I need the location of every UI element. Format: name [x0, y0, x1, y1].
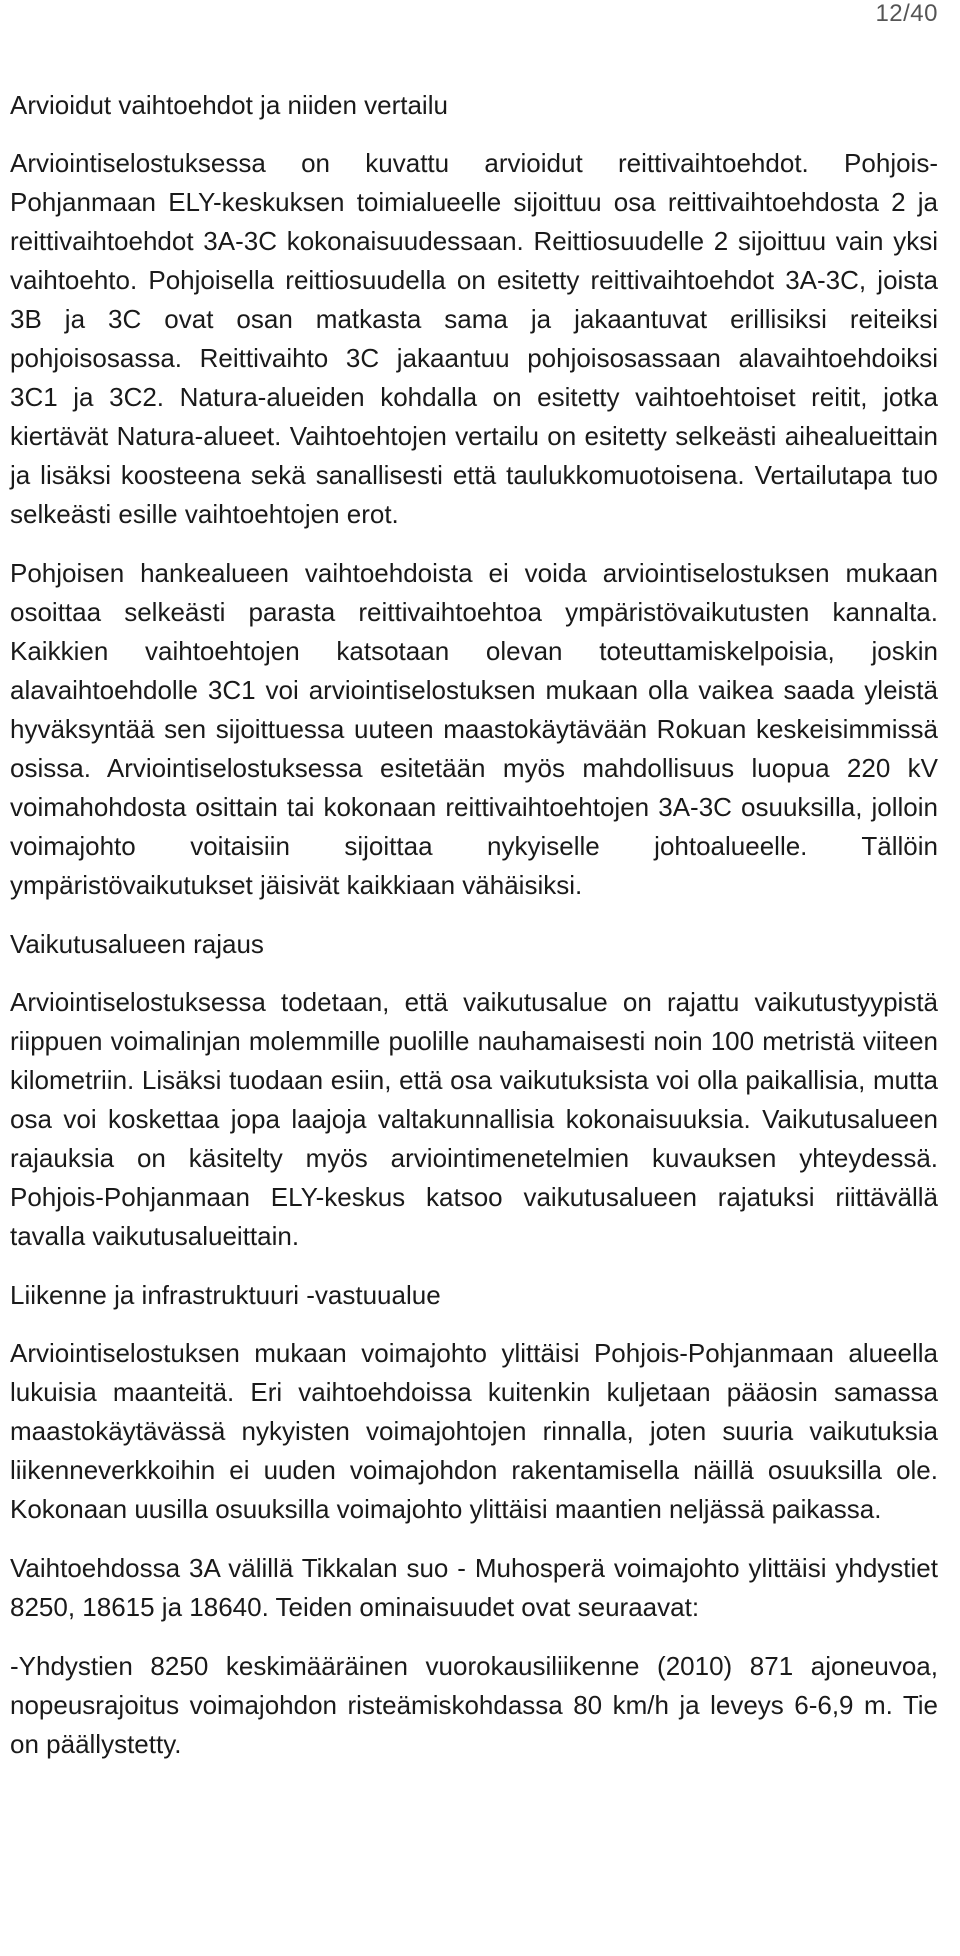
paragraph: Vaihtoehdossa 3A välillä Tikkalan suo - Muhosperä voimajohto ylittäisi yhdystiet 8250, 18615 ja 18640. Teiden ominaisuudet ovat seuraavat:: [10, 1553, 938, 1622]
section-heading-alternatives: Arvioidut vaihtoehdot ja niiden vertailu: [10, 90, 448, 120]
section-heading-impact-area: Vaikutusalueen rajaus: [10, 929, 264, 959]
paragraph: Arviointiselostuksessa todetaan, että vaikutusalue on rajattu vaikutustyypistä riippuen voimalinjan molemmille puolille nauhamaisesti noin 100 metristä viiteen kilometriin. Lisäksi tuodaan esiin, että osa vaikutuksista voi olla paikallisia, mutta osa voi koskettaa jopa laajoja valtakunnallisia kokonaisuuksia. Vaikutusalueen rajauksia on käsitelty myös arviointimenetelmien kuvauksen yhteydessä. Pohjois-Pohjanmaan ELY-keskus katsoo vaikutusalueen rajatuksi riittävällä tavalla vaikutusalueittain.: [10, 987, 938, 1251]
paragraph: Arviointiselostuksen mukaan voimajohto ylittäisi Pohjois-Pohjanmaan alueella lukuisia maanteitä. Eri vaihtoehdoissa kuitenkin kuljetaan pääosin samassa maastokäytävässä nykyisten voimajohtojen rinnalla, joten suuria vaikutuksia liikenneverkkoihin ei uuden voimajohdon rakentamisella näillä osuuksilla ole. Kokonaan uusilla osuuksilla voimajohto ylittäisi maantien neljässä paikassa.: [10, 1338, 938, 1524]
paragraph: -Yhdystien 8250 keskimääräinen vuorokausiliikenne (2010) 871 ajoneuvoa, nopeusrajoitus voimajohdon risteämiskohdassa 80 km/h ja leveys 6-6,9 m. Tie on päällystetty.: [10, 1651, 938, 1759]
paragraph: Arviointiselostuksessa on kuvattu arvioidut reittivaihtoehdot. Pohjois-Pohjanmaan ELY-keskuksen toimialueelle sijoittuu osa reittivaihtoehdosta 2 ja reittivaihtoehdot 3A-3C kokonaisuudessaan. Reittiosuudelle 2 sijoittuu vain yksi vaihtoehto. Pohjoisella reittiosuudella on esitetty reittivaihtoehdot 3A-3C, joista 3B ja 3C ovat osan matkasta sama ja jakaantuvat erillisiksi reiteiksi pohjoisosassa. Reittivaihto 3C jakaantuu pohjoisosassaan alavaihtoehdoiksi 3C1 ja 3C2. Natura-alueiden kohdalla on esitetty vaihtoehtoiset reitit, jotka kiertävät Natura-alueet. Vaihtoehtojen vertailu on esitetty selkeästi aihealueittain ja lisäksi koosteena sekä sanallisesti että taulukkomuotoisena. Vertailutapa tuo selkeästi esille vaihtoehtojen erot.: [10, 148, 938, 529]
section-heading-traffic-infrastructure: Liikenne ja infrastruktuuri -vastuualue: [10, 1280, 441, 1310]
document-body: [10, 86, 938, 1784]
paragraph: Pohjoisen hankealueen vaihtoehdoista ei voida arviointiselostuksen mukaan osoittaa selkeästi parasta reittivaihtoehtoa ympäristövaikutusten kannalta. Kaikkien vaihtoehtojen katsotaan olevan toteuttamiskelpoisia, joskin alavaihtoehdolle 3C1 voi arviointiselostuksen mukaan olla vaikea saada yleistä hyväksyntää sen sijoittuessa uuteen maastokäytävään Rokuan keskeisimmissä osissa. Arviointiselostuksessa esitetään myös mahdollisuus luopua 220 kV voimahohdosta osittain tai kokonaan reittivaihtoehtojen 3A-3C osuuksilla, jolloin voimajohto voitaisiin sijoittaa nykyiselle johtoalueelle. Tällöin ympäristövaikutukset jäisivät kaikkiaan vähäisiksi.: [10, 558, 938, 900]
page-number: 12/40: [875, 0, 938, 27]
